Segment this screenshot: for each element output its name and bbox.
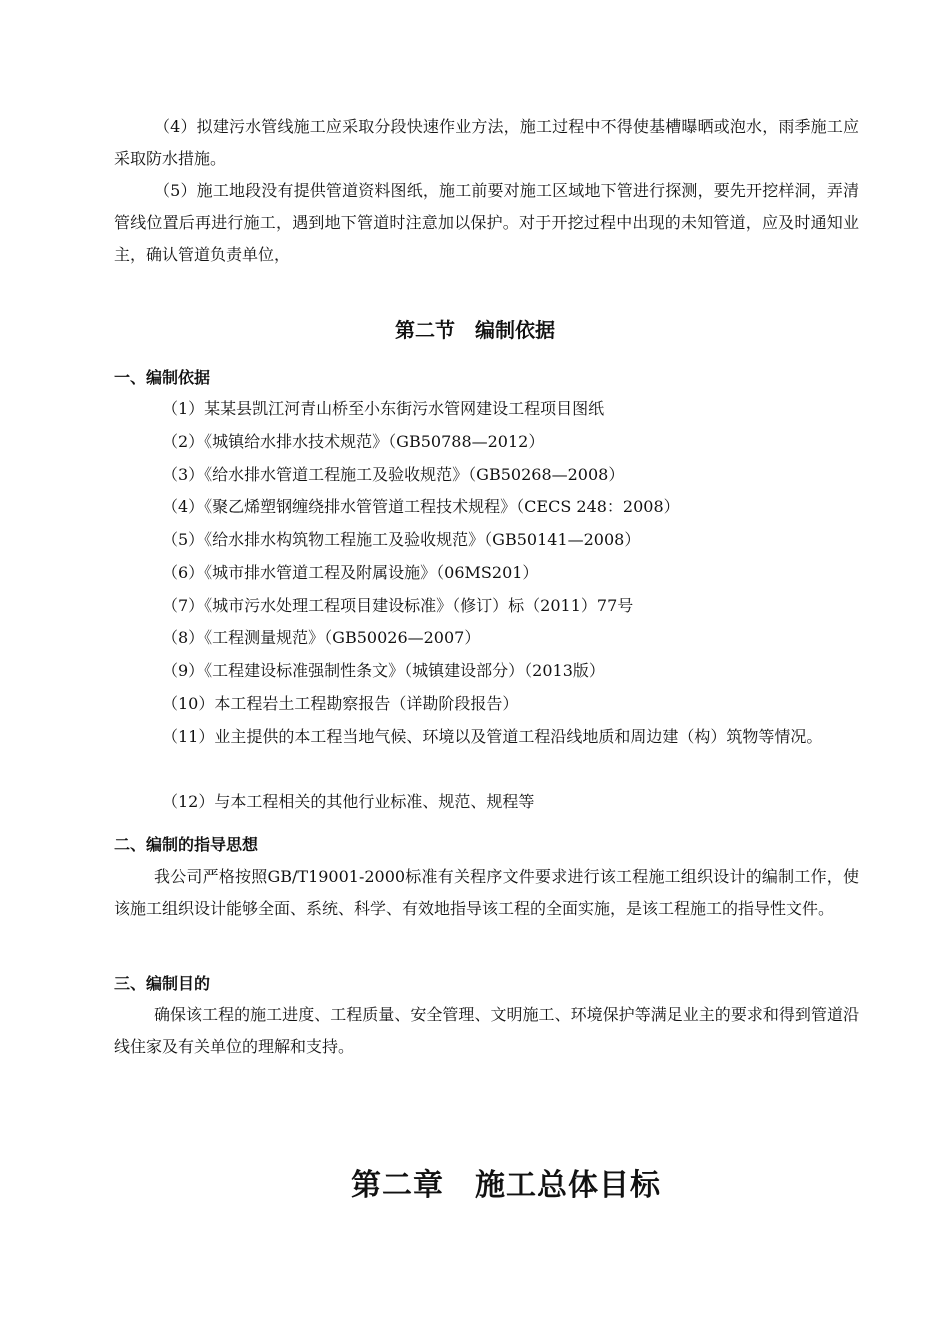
- intro-paragraph-4: （4）拟建污水管线施工应采取分段快速作业方法，施工过程中不得使基槽曝晒或泡水，雨季施工应采取防水措施。: [114, 117, 859, 168]
- section-title: 第二节 编制依据: [395, 318, 555, 342]
- purpose-paragraph: 确保该工程的施工进度、工程质量、安全管理、文明施工、环境保护等满足业主的要求和得到管道沿线住家及有关单位的理解和支持。: [114, 1005, 859, 1056]
- basis-item-3: （3）《给水排水管道工程施工及验收规范》（GB50268—2008）: [162, 465, 625, 484]
- guiding-paragraph: 我公司严格按照GB/T19001-2000标准有关程序文件要求进行该工程施工组织设计的编制工作，使该施工组织设计能够全面、系统、科学、有效地指导该工程的全面实施，是该工程施工的指导性文件。: [114, 867, 859, 918]
- basis-item-9: （9）《工程建设标准强制性条文》（城镇建设部分）（2013版）: [162, 661, 605, 680]
- basis-item-6: （6）《城市排水管道工程及附属设施》（06MS201）: [162, 563, 539, 582]
- basis-item-11: （11）业主提供的本工程当地气候、环境以及管道工程沿线地质和周边建（构）筑物等情况。: [162, 727, 823, 746]
- purpose-heading: 三、编制目的: [114, 974, 211, 993]
- basis-item-4: （4）《聚乙烯塑钢缠绕排水管管道工程技术规程》（CECS 248：2008）: [162, 497, 680, 516]
- intro-paragraph-5: （5）施工地段没有提供管道资料图纸，施工前要对施工区域地下管进行探测，要先开挖样洞，弄清管线位置后再进行施工，遇到地下管道时注意加以保护。对于开挖过程中出现的未知管道，应及时通知业主，确认管道负责单位，: [114, 181, 859, 264]
- guiding-heading: 二、编制的指导思想: [114, 835, 259, 854]
- basis-item-8: （8）《工程测量规范》（GB50026—2007）: [162, 628, 481, 647]
- basis-heading: 一、编制依据: [114, 368, 211, 387]
- basis-item-10: （10）本工程岩土工程勘察报告（详勘阶段报告）: [162, 694, 519, 713]
- basis-item-5: （5）《给水排水构筑物工程施工及验收规范》（GB50141—2008）: [162, 530, 641, 549]
- chapter-title: 第二章 施工总体目标: [351, 1168, 661, 1203]
- basis-item-12: （12）与本工程相关的其他行业标准、规范、规程等: [162, 792, 535, 811]
- basis-item-1: （1）某某县凯江河青山桥至小东街污水管网建设工程项目图纸: [162, 399, 605, 418]
- basis-item-7: （7）《城市污水处理工程项目建设标准》（修订）标（2011）77号: [162, 596, 634, 615]
- basis-item-2: （2）《城镇给水排水技术规范》（GB50788—2012）: [162, 432, 545, 451]
